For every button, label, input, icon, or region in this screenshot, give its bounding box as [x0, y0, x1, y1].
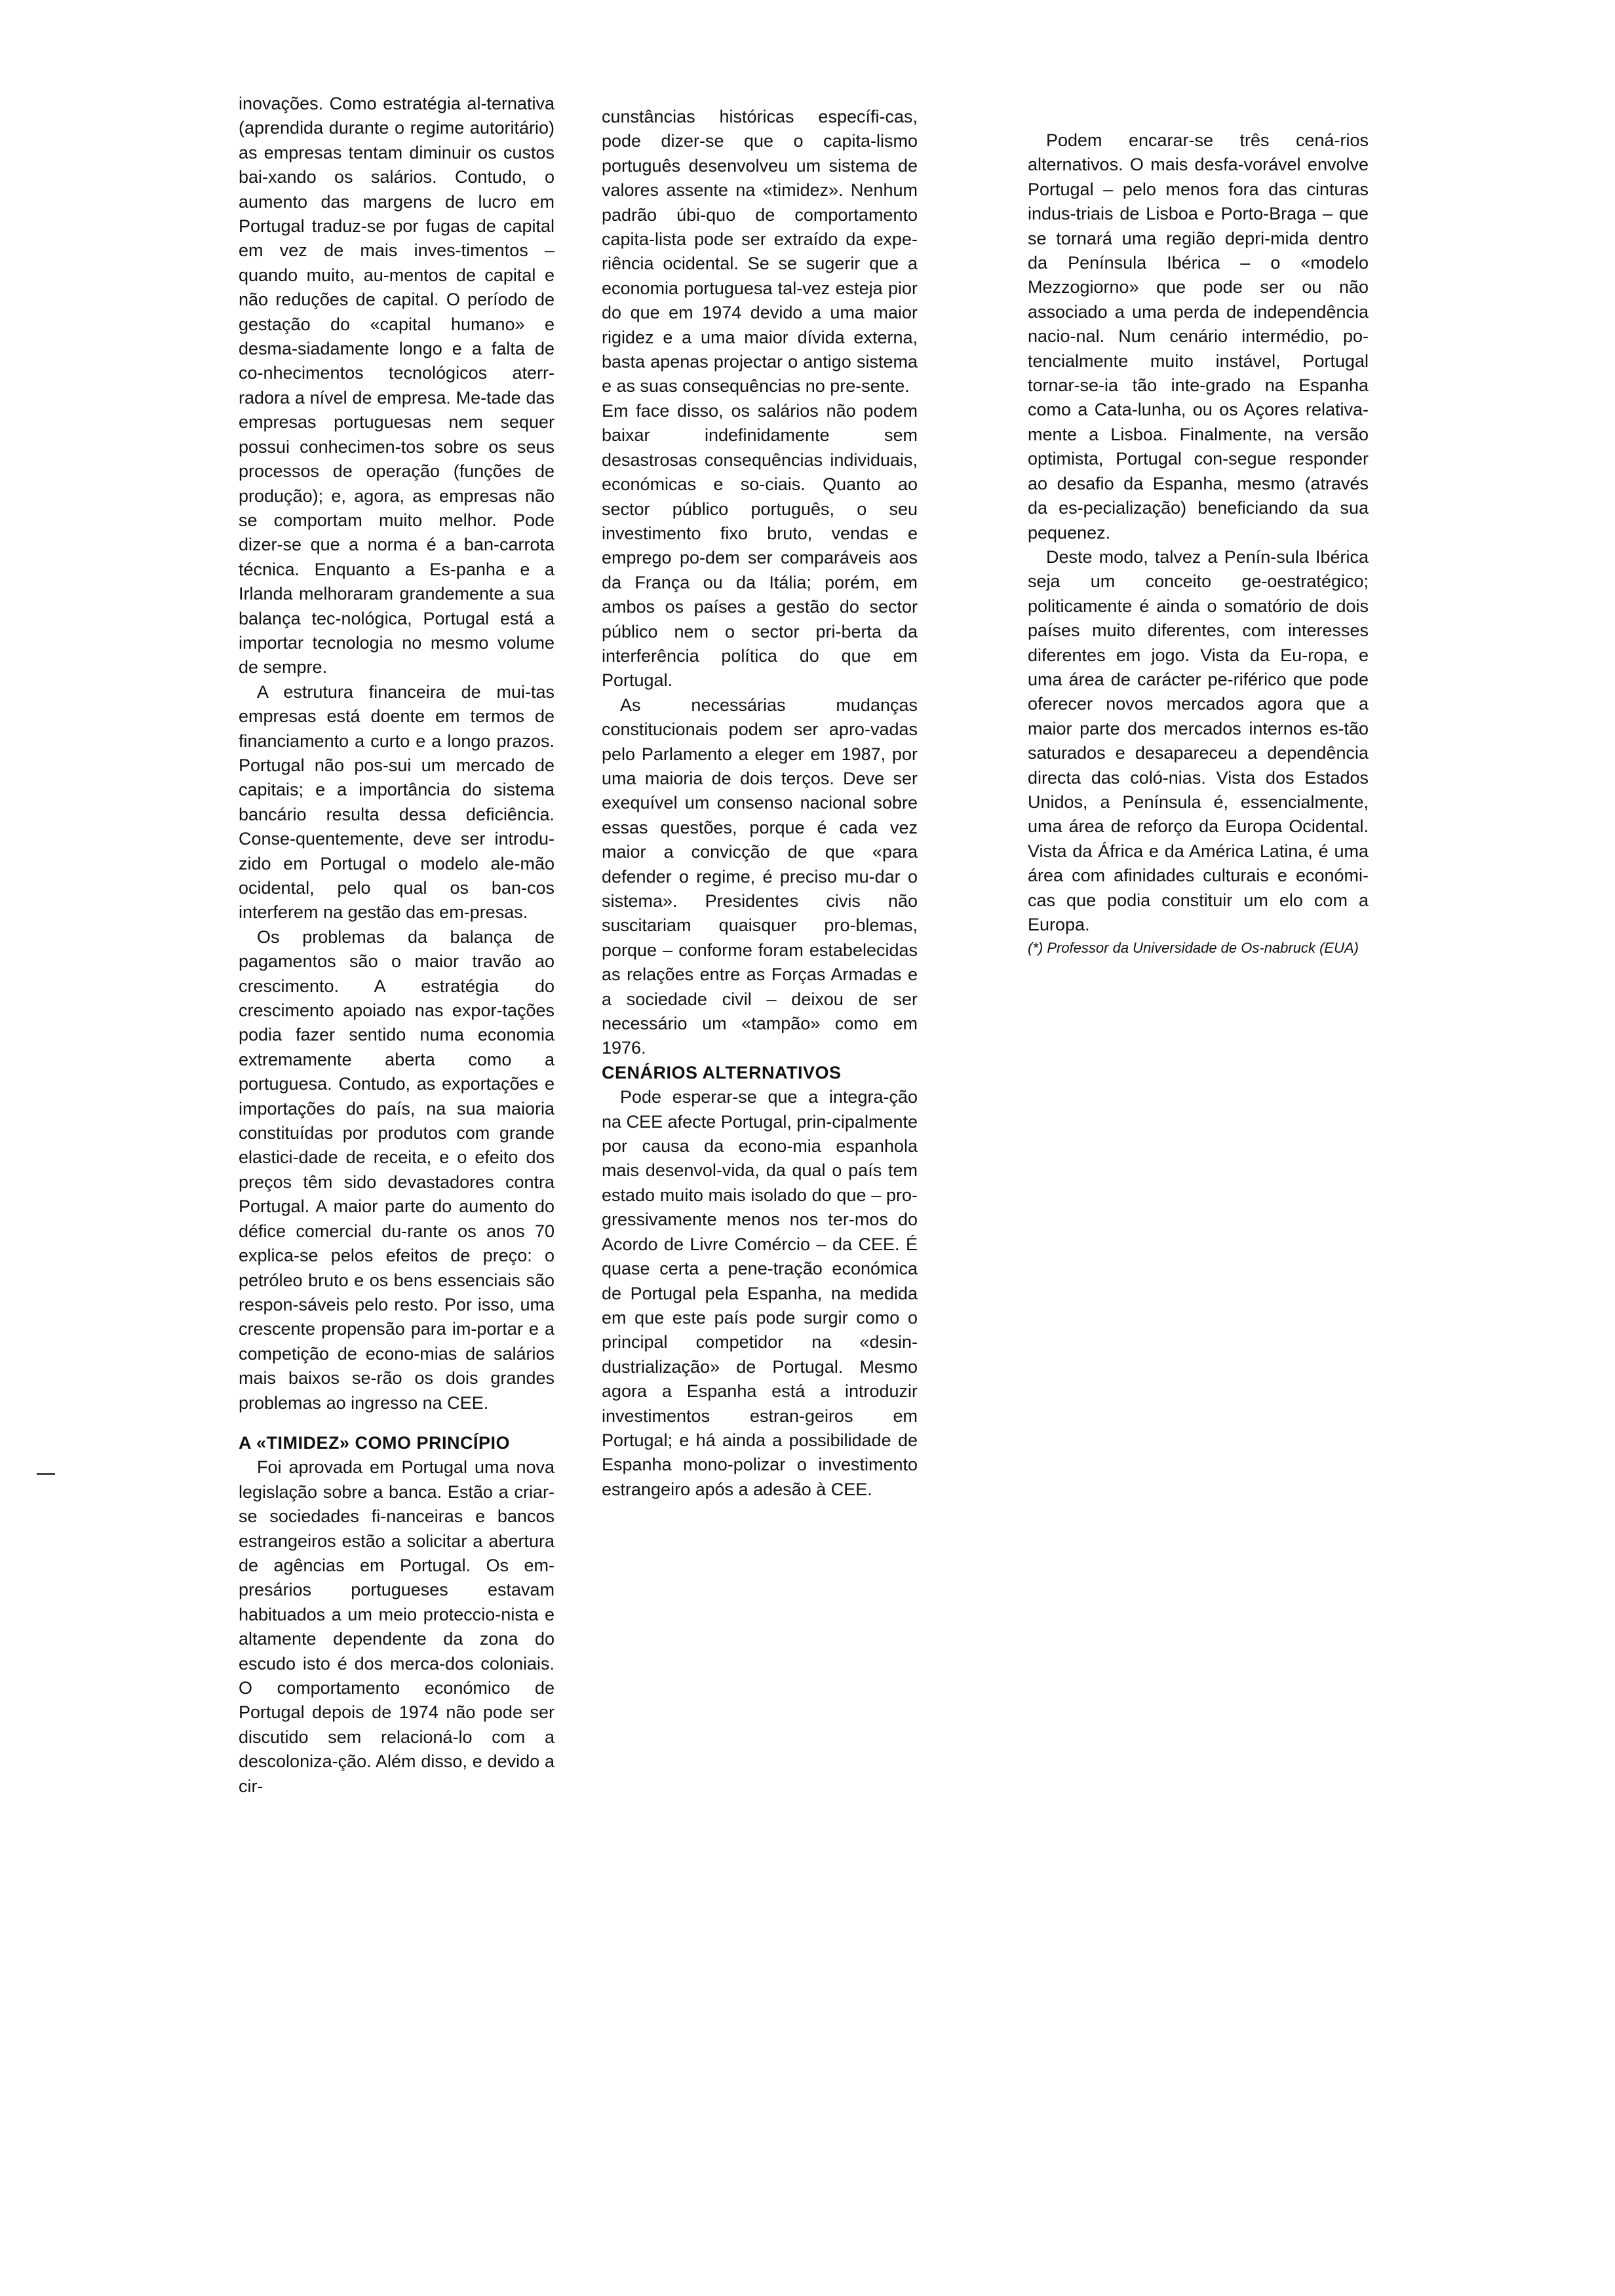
paragraph: Podem encarar-se três cená-rios alternativos. O mais desfa-vorável envolve Portugal – pelo menos fora das cinturas indus-triais de Lisboa e Porto-Braga – que se tornará uma região depri-mida dentro da Península Ibérica – o «modelo Mezzogiorno» que pode ser ou não associado a uma perda de independência nacio-nal. Num cenário intermédio, po-tencialmente muito instável, Portugal tornar-se-ia tão inte-grado na Espanha como a Cata-lunha, ou os Açores relativa-mente a Lisboa. Finalmente, na versão optimista, Portugal con-segue responder ao desafio da Espanha, mesmo (através da es-pecialização) beneficiando da sua pequenez.: [1028, 130, 1369, 543]
paragraph: inovações. Como estratégia al-ternativa (aprendida durante o regime autoritário) as empresas tentam diminuir os custos bai-xando os salários. Contudo, o aumento das margens de lucro em Portugal traduz-se por fugas de capital em vez de mais inves-timentos – quando muito, au-mentos de capital e não reduções de capital. O período de gestação do «capital humano» e desma-siadamente longo e a falta de co-nhecimentos tecnológicos aterr-radora a nível de empresa. Me-tade das empresas portuguesas nem sequer possui conhecimen-tos sobre os seus processos de operação (funções de produção); e, agora, as empresas não se comportam muito melhor. Pode dizer-se que a norma é a ban-carrota técnica. Enquanto a Es-panha e a Irlanda melhoraram grandemente a sua balança tec-nológica, Portugal está a importar tecnologia no mesmo volume de sempre.: [239, 94, 555, 678]
margin-mark: [37, 1473, 55, 1475]
article-column-1: [239, 92, 555, 1799]
article-column-2: [602, 105, 918, 1502]
article-column-3: [1028, 128, 1369, 959]
paragraph: Foi aprovada em Portugal uma nova legislação sobre a banca. Estão a criar-se sociedades fi-nanceiras e bancos estrangeiros estão a solicitar a abertura de agências em Portugal. Os em-presários portugueses estavam habituados a um meio proteccio-nista e altamente dependente da zona do escudo isto é dos merca-dos coloniais. O comportamento económico de Portugal depois de 1974 não pode ser discutido sem relacioná-lo com a descoloniza-ção. Além disso, e devido a cir-: [239, 1457, 555, 1796]
paragraph: A estrutura financeira de mui-tas empresas está doente em termos de financiamento a curto e a longo prazos. Portugal não pos-sui um mercado de capitais; e a importância do sistema bancário resulta dessa deficiência. Conse-quentemente, deve ser introdu-zido em Portugal o modelo ale-mão ocidental, pelo qual os ban-cos interferem na gestão das em-presas.: [239, 681, 555, 923]
paragraph: cunstâncias históricas específi-cas, pode dizer-se que o capita-lismo português desenvolveu um sistema de valores assente na «timidez». Nenhum padrão úbi-quo de comportamento capita-lista pode ser extraído da expe-riência ocidental. Se se sugerir que a economia portuguesa tal-vez esteja pior do que em 1974 devido a uma maior rigidez e a uma maior dívida externa, basta apenas projectar o antigo sistema e as suas consequências no pre-sente.: [602, 107, 918, 396]
paragraph: Pode esperar-se que a integra-ção na CEE afecte Portugal, prin-cipalmente por causa da econo-mia espanhola mais desenvol-vida, da qual o país tem estado muito mais isolado do que – pro-gressivamente menos nos ter-mos do Acordo de Livre Comércio – da CEE. É quase certa a pene-tração económica de Portugal pela Espanha, na medida em que este país pode surgir como o principal competidor na «desin-dustrialização» de Portugal. Mesmo agora a Espanha está a introduzir investimentos estran-geiros em Portugal; e há ainda a possibilidade de Espanha mono-polizar o investimento estrangeiro após a adesão à CEE.: [602, 1087, 918, 1499]
paragraph: Deste modo, talvez a Penín-sula Ibérica seja um conceito ge-oestratégico; politicamente é ainda o somatório de dois países muito diferentes, com interesses diferentes em jogo. Vista da Eu-ropa, e uma área de carácter pe-riférico que pode oferecer novos mercados agora que a maior parte dos mercados internos es-tão saturados e desapareceu a dependência directa das coló-nias. Vista dos Estados Unidos, a Península é, essencialmente, uma área de reforço da Europa Ocidental. Vista da África e da América Latina, é uma área com afinidades culturais e económi-cas que podia constituir um elo com a Europa.: [1028, 546, 1369, 934]
paragraph: Os problemas da balança de pagamentos são o maior travão ao crescimento. A estratégia do crescimento apoiado nas expor-tações podia fazer sentido numa economia extremamente aberta como a portuguesa. Contudo, as exportações e importações do país, na sua maioria constituídas por produtos com grande elastici-dade de receita, e o efeito dos preços têm sido devastadores contra Portugal. A maior parte do aumento do défice comercial du-rante os anos 70 explica-se pelos efeitos de preço: o petróleo bruto e os bens essenciais são respon-sáveis pelo resto. Por isso, uma crescente propensão para im-portar e a competição de econo-mias de salários mais baixos se-rão os dois grandes problemas ao ingresso na CEE.: [239, 927, 555, 1413]
section-heading: CENÁRIOS ALTERNATIVOS: [602, 1062, 842, 1082]
paragraph: Em face disso, os salários não podem baixar indefinidamente sem desastrosas consequências individuais, económicas e so-ciais. Quanto ao sector público português, o seu investimento fixo bruto, vendas e emprego po-dem ser comparáveis aos da França ou da Itália; porém, em ambos os países a gestão do sector público nem o sector pri-berta da interferência política do que em Portugal.: [602, 400, 918, 691]
section-heading: A «TIMIDEZ» COMO PRINCÍPIO: [239, 1432, 511, 1453]
paragraph: As necessárias mudanças constitucionais podem ser apro-vadas pelo Parlamento a eleger em 1987, por uma maioria de dois terços. Deve ser exequível um consenso nacional sobre essas questões, porque é cada vez maior a convicção de que «para defender o regime, é preciso mu-dar o sistema». Presidentes civis não suscitariam quaisquer pro-blemas, porque – conforme foram estabelecidas as relações entre as Forças Armadas e a sociedade civil – deixou de ser necessário um «tampão» como em 1976.: [602, 695, 918, 1058]
author-footnote: (*) Professor da Universidade de Os-nabruck (EUA): [1028, 940, 1359, 957]
